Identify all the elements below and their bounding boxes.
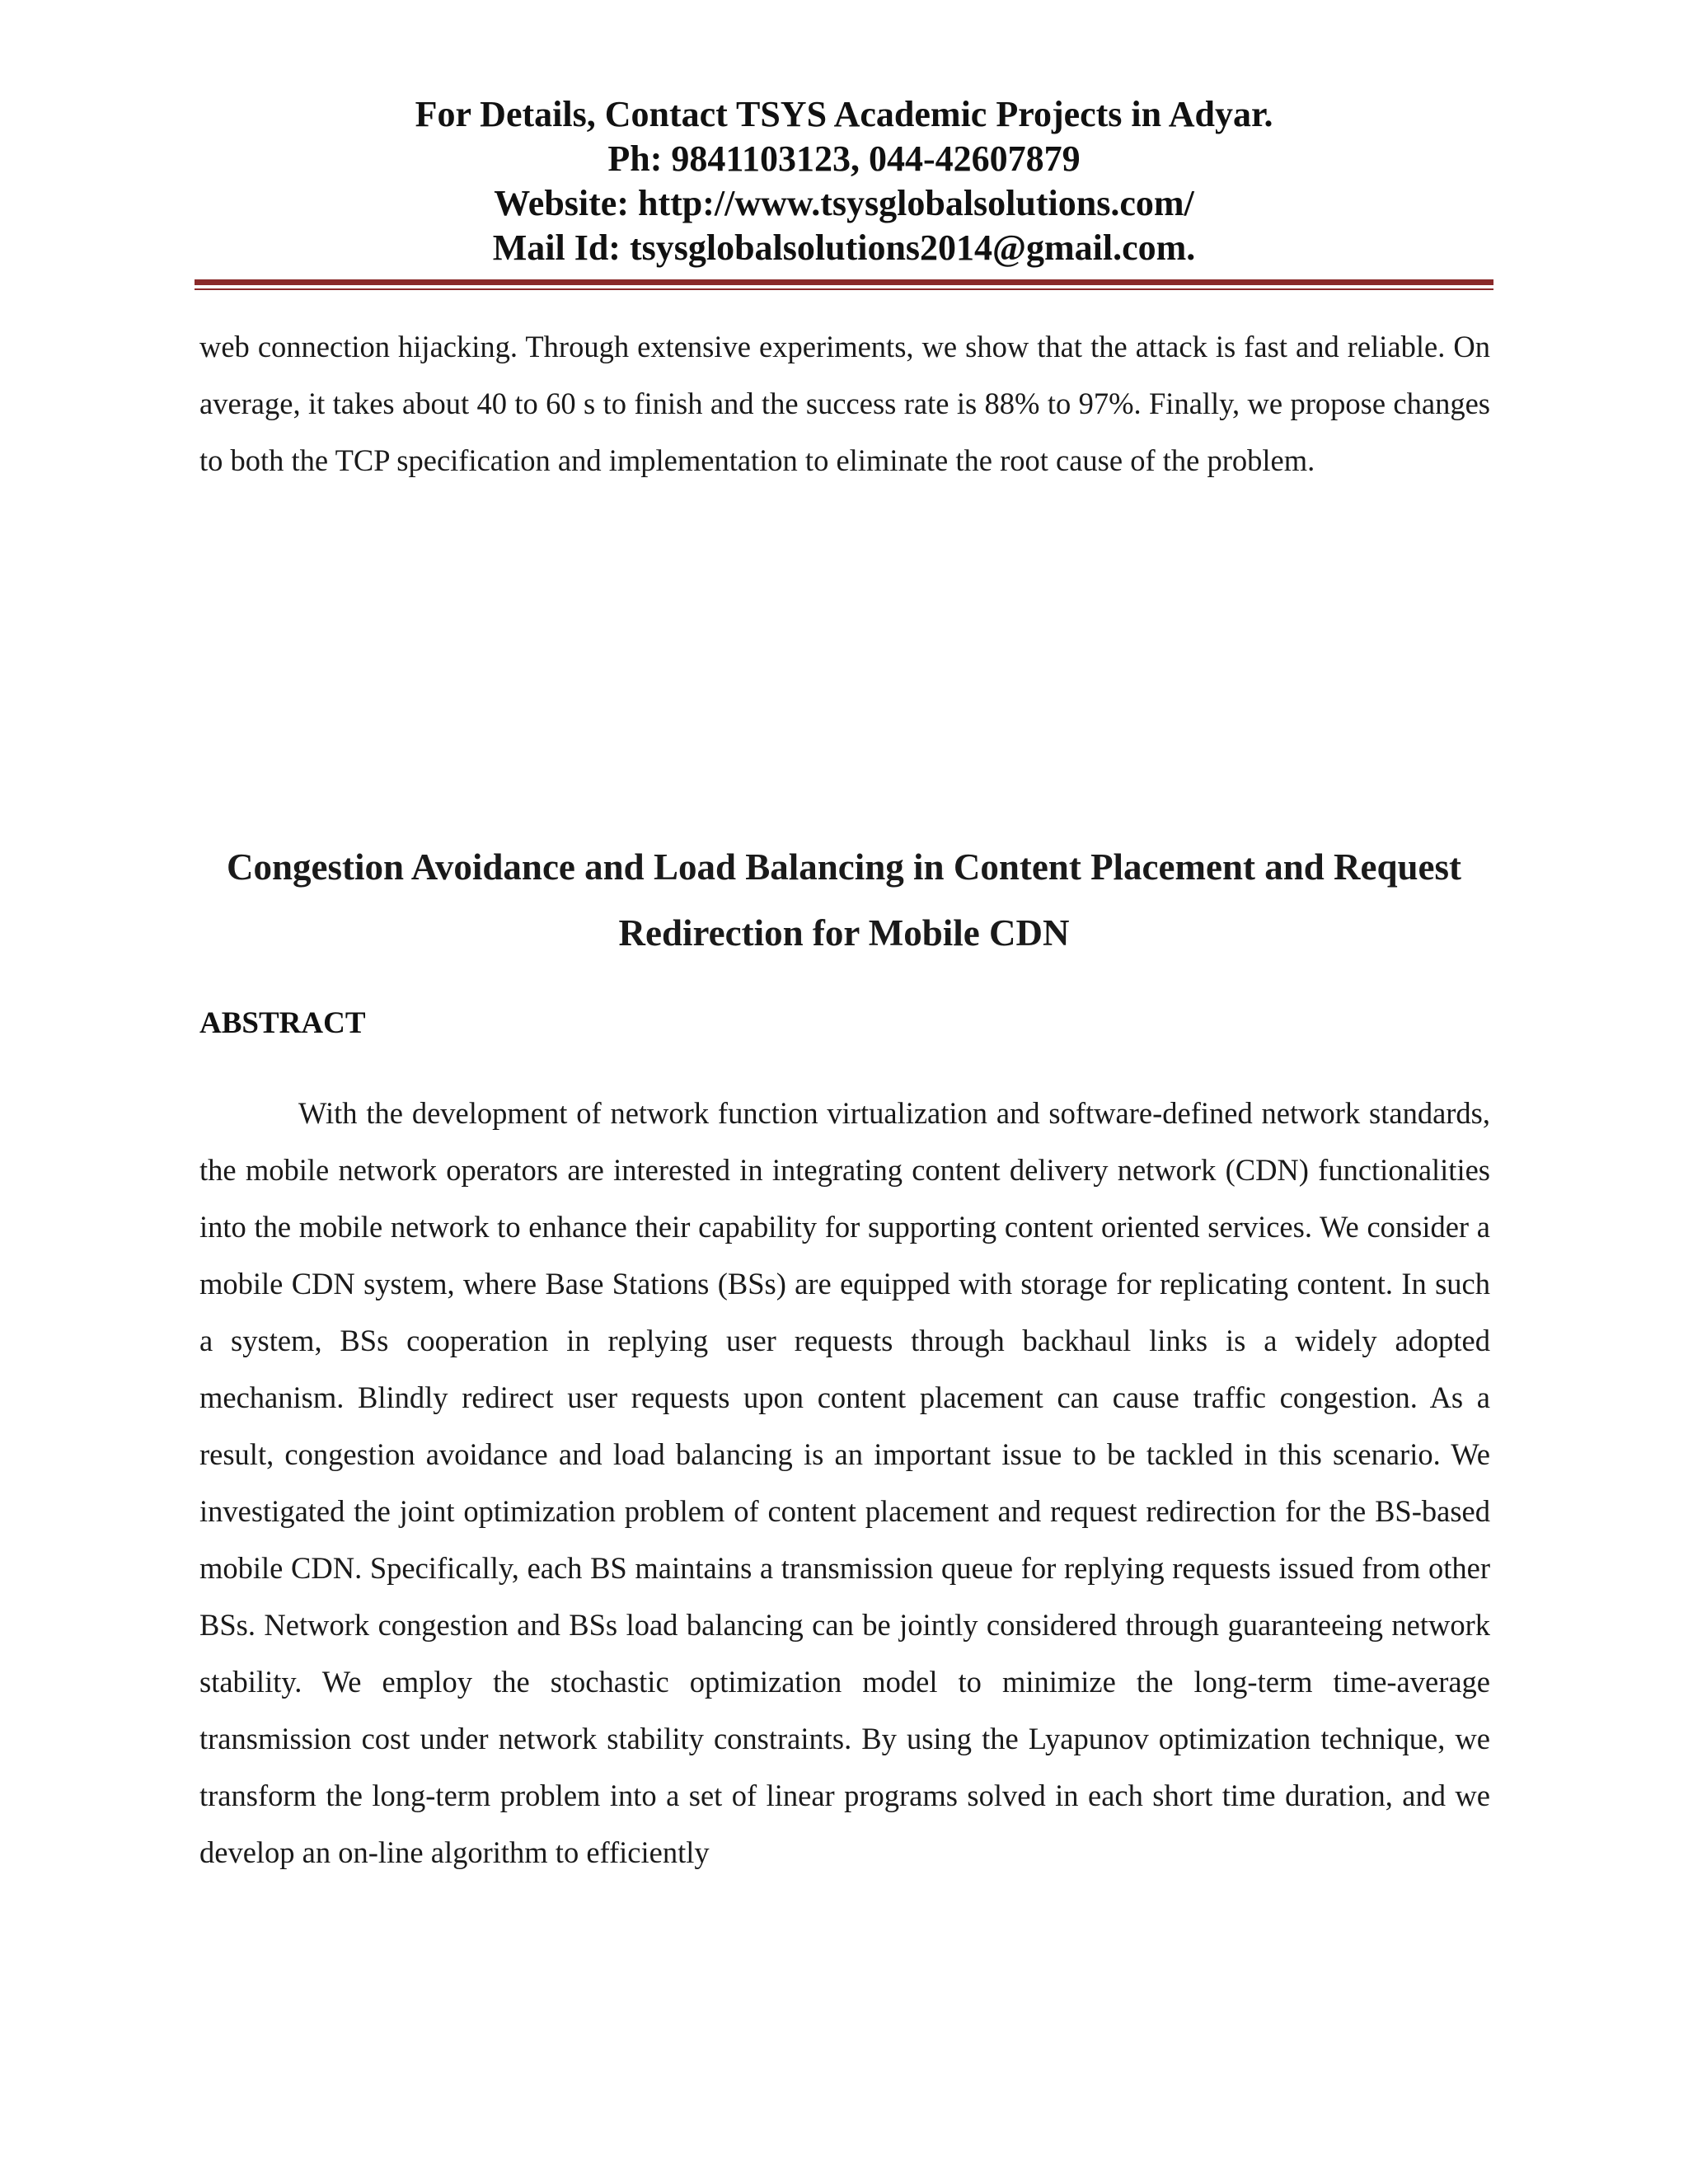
letterhead-email-line: Mail Id: tsysglobalsolutions2014@gmail.com. — [492, 227, 1196, 268]
abstract-heading: ABSTRACT — [199, 1006, 366, 1040]
letterhead-website-line: Website: http://www.tsysglobalsolutions.com/ — [494, 183, 1194, 223]
paper-title-line-1: Congestion Avoidance and Load Balancing in Content Placement and Request — [226, 846, 1462, 888]
letterhead — [195, 92, 1493, 270]
abstract-paragraph: With the development of network function virtualization and software-defined network standards, the mobile network operators are interested in integrating content delivery network (CDN) functionalities into the mobile network to enhance their capability for supporting content oriented services. We consider a mobile CDN system, where Base Stations (BSs) are equipped with storage for replicating content. In such a system, BSs cooperation in replying user requests through backhaul links is a widely adopted mechanism. Blindly redirect user requests upon content placement can cause traffic congestion. As a result, congestion avoidance and load balancing is an important issue to be tackled in this scenario. We investigated the joint optimization problem of content placement and request redirection for the BS-based mobile CDN. Specifically, each BS maintains a transmission queue for replying requests issued from other BSs. Network congestion and BSs load balancing can be jointly considered through guaranteeing network stability. We employ the stochastic optimization model to minimize the long-term time-average transmission cost under network stability constraints. By using the Lyapunov optimization technique, we transform the long-term problem into a set of linear programs solved in each short time duration, and we develop an on-line algorithm to efficiently — [199, 1096, 1490, 1869]
header-rule-thin — [195, 288, 1493, 290]
header-rule-thick — [195, 279, 1493, 285]
paper-title — [195, 834, 1493, 966]
continuation-paragraph: web connection hijacking. Through extensive experiments, we show that the attack is fast and reliable. On average, it takes about 40 to 60 s to finish and the success rate is 88% to 97%. Finally, we propose changes to both the TCP specification and implementation to eliminate the root cause of the problem. — [199, 330, 1490, 477]
letterhead-phone-line: Ph: 9841103123, 044-42607879 — [607, 138, 1081, 179]
letterhead-contact-line: For Details, Contact TSYS Academic Projects in Adyar. — [415, 94, 1273, 134]
paper-title-line-2: Redirection for Mobile CDN — [618, 912, 1070, 954]
